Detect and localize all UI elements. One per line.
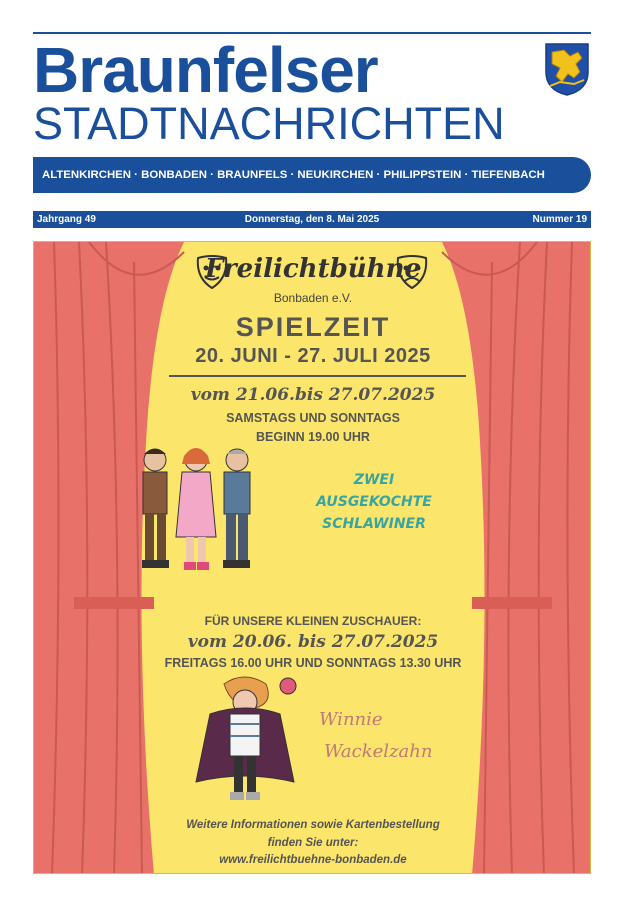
masthead-subtitle: STADTNACHRICHTEN bbox=[33, 98, 505, 149]
play2-title-line2: Wackelzahn bbox=[324, 741, 433, 762]
play1-title-line1: ZWEI bbox=[353, 472, 395, 488]
issue-info-bar bbox=[33, 211, 591, 228]
play2-days: FREITAGS 16.00 UHR UND SONNTAGS 13.30 UHR bbox=[164, 656, 462, 670]
coat-of-arms-icon bbox=[544, 42, 590, 96]
play2-title-line1: Winnie bbox=[319, 709, 383, 730]
play1-days: SAMSTAGS UND SONNTAGS bbox=[226, 411, 400, 425]
play1-title-line2: AUSGEKOCHTE SCHLAWINER bbox=[316, 494, 432, 532]
divider bbox=[169, 375, 466, 377]
season-dates: 20. JUNI - 27. JULI 2025 bbox=[195, 345, 431, 367]
play2-title bbox=[319, 704, 439, 768]
play2-character-illustration bbox=[184, 674, 314, 809]
towns-bar: ALTENKIRCHEN · BONBADEN · BRAUNFELS · NEUKIRCHEN · PHILIPPSTEIN · TIEFENBACH bbox=[33, 157, 591, 193]
play1-period: vom 21.06.bis 27.07.2025 bbox=[190, 385, 436, 405]
season-title: SPIELZEIT bbox=[235, 312, 391, 342]
masthead-title: Braunfelser bbox=[33, 34, 378, 106]
issue-number: Nummer 19 bbox=[532, 214, 587, 225]
play1-characters-illustration bbox=[130, 442, 262, 577]
club-name: Bonbaden e.V. bbox=[273, 291, 353, 305]
club-logo-text: Freilichtbühne bbox=[204, 254, 422, 284]
theater-poster bbox=[33, 241, 591, 874]
play2-period: vom 20.06. bis 27.07.2025 bbox=[187, 632, 439, 652]
issue-volume: Jahrgang 49 bbox=[37, 214, 96, 225]
play1-title bbox=[264, 469, 484, 535]
issue-date: Donnerstag, den 8. Mai 2025 bbox=[244, 214, 380, 225]
footer-info-line2: finden Sie unter: bbox=[267, 837, 359, 849]
website-url: www.freilichtbuehne-bonbaden.de bbox=[219, 854, 407, 866]
footer-info-line1: Weitere Informationen sowie Kartenbestellung bbox=[186, 819, 440, 831]
play2-audience: FÜR UNSERE KLEINEN ZUSCHAUER: bbox=[204, 614, 422, 628]
play1-start: BEGINN 19.00 UHR bbox=[256, 430, 370, 444]
